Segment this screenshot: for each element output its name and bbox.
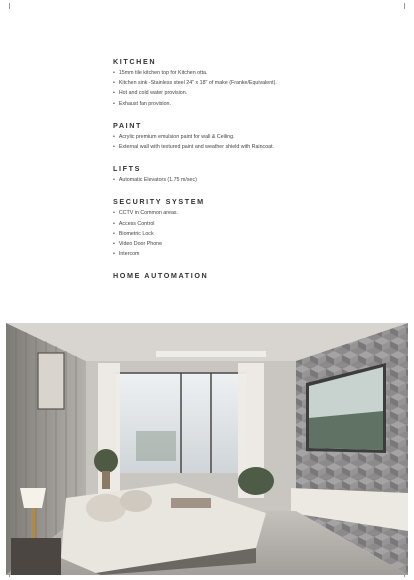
pillow bbox=[86, 494, 126, 522]
section-items bbox=[113, 208, 383, 259]
section-title: HOME AUTOMATION bbox=[113, 271, 209, 281]
list-item: • Biometric Lock bbox=[113, 229, 383, 239]
specifications-list bbox=[113, 56, 383, 282]
list-item: • Hot and cold water provision. bbox=[113, 88, 383, 98]
section-kitchen bbox=[113, 56, 383, 109]
section-security bbox=[113, 196, 383, 259]
list-item: • CCTV in Common areas. bbox=[113, 208, 383, 218]
section-title: SECURITY SYSTEM bbox=[113, 197, 205, 207]
bedroom-photo bbox=[6, 323, 408, 575]
plant bbox=[94, 449, 118, 473]
list-item: • Automatic Elevators (1.75 m/sec) bbox=[113, 175, 383, 185]
side-table bbox=[11, 538, 61, 575]
list-item: • Video Door Phone bbox=[113, 239, 383, 249]
list-item: • 15mm tile kitchen top for Kitchen otta. bbox=[113, 68, 383, 78]
section-paint bbox=[113, 120, 383, 152]
section-title: KITCHEN bbox=[113, 57, 157, 66]
list-item: • Access Control bbox=[113, 219, 383, 229]
section-items bbox=[113, 132, 383, 152]
section-title: PAINT bbox=[113, 120, 143, 130]
list-item: • Intercom bbox=[113, 249, 383, 259]
section-items bbox=[113, 68, 383, 109]
bed-tray bbox=[171, 498, 211, 508]
list-item: • External wall with textured paint and weather shield with Raincoat. bbox=[113, 142, 383, 152]
section-items bbox=[113, 175, 383, 185]
section-home-automation bbox=[113, 270, 383, 282]
list-item: • Acrylic premium emulsion paint for wall & Ceiling. bbox=[113, 132, 383, 142]
armchair bbox=[238, 467, 274, 495]
section-title: LIFTS bbox=[113, 164, 141, 174]
crop-mark bbox=[404, 3, 411, 9]
wall-frame bbox=[38, 353, 64, 409]
crop-mark bbox=[3, 3, 10, 9]
lamp-shade bbox=[20, 488, 46, 508]
section-lifts bbox=[113, 163, 383, 185]
list-item: • Exhaust fan provision. bbox=[113, 99, 383, 109]
list-item: • Kitchen sink -Stainless steel 24" x 18" of make (Franke/Equivalent). bbox=[113, 78, 383, 88]
bedroom-illustration bbox=[6, 323, 408, 575]
